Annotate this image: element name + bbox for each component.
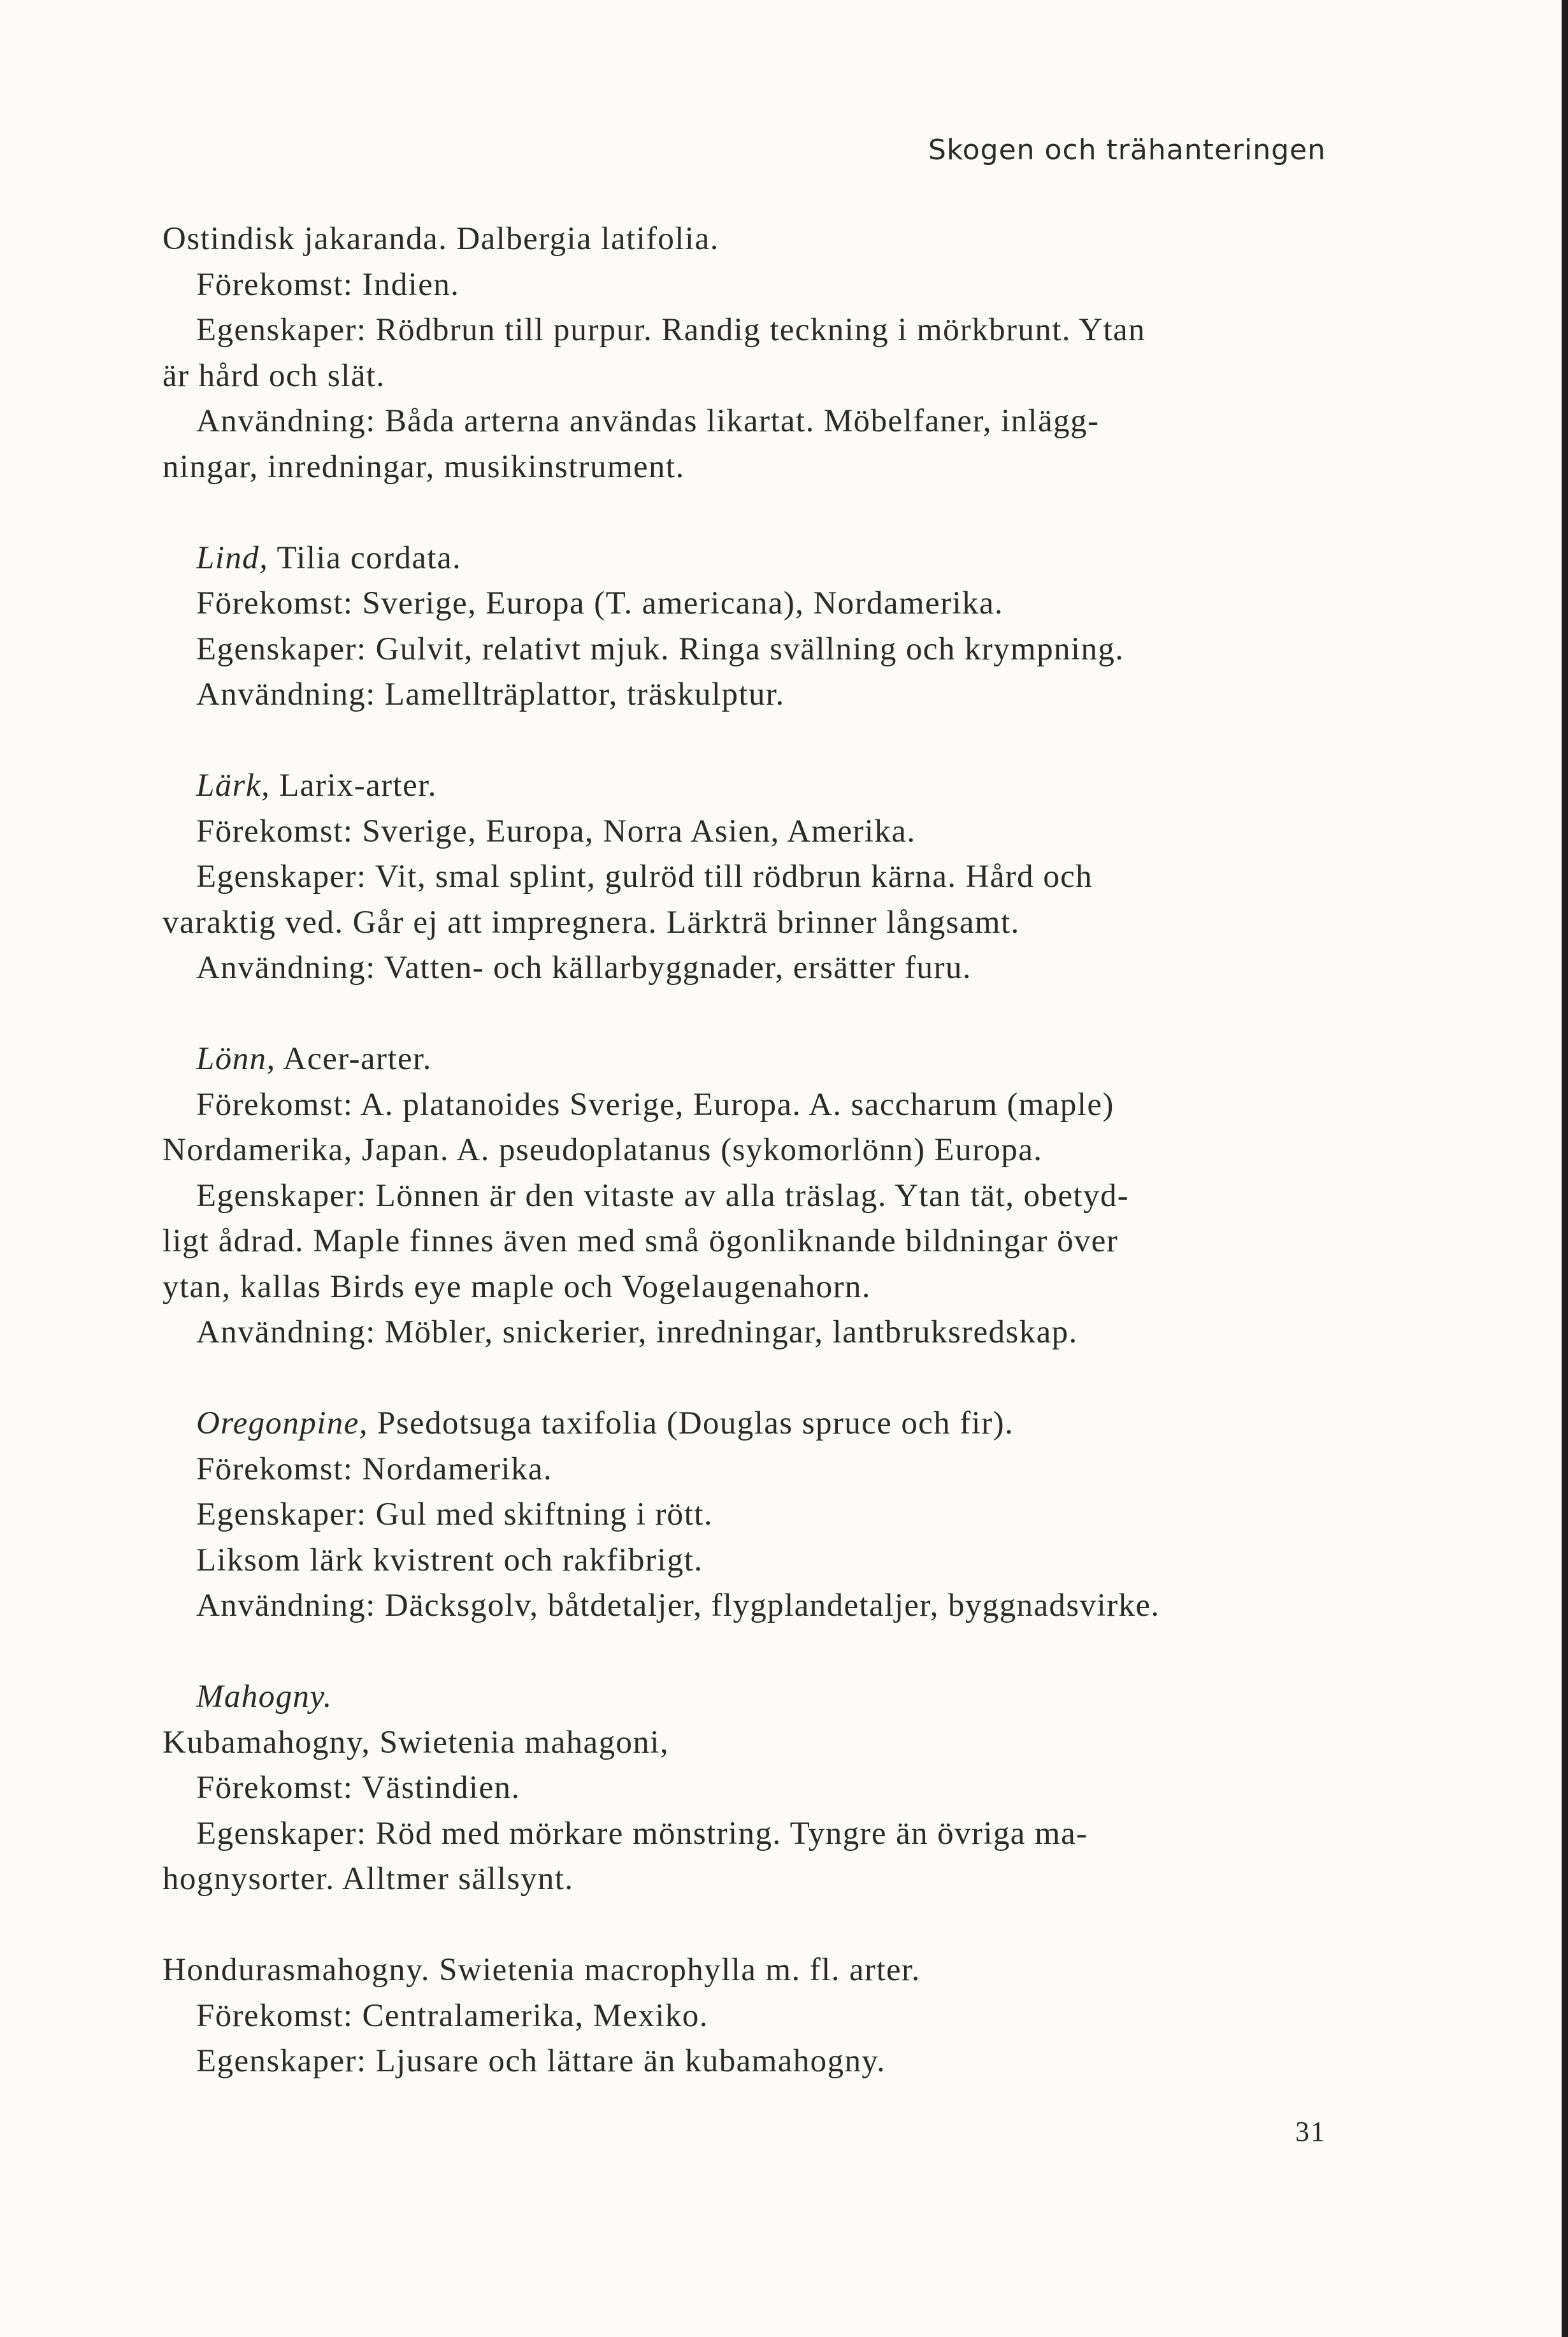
entry-oregonpine-occurrence: Förekomst: Nordamerika. — [196, 1451, 553, 1487]
entry-lind-name: Lind, — [196, 540, 269, 576]
entry-kubamahogny-title: Kubamahogny, Swietenia mahagoni, — [162, 1724, 669, 1760]
running-head: Skogen och trähanteringen — [928, 134, 1326, 166]
entry-oregonpine-title — [162, 1401, 1341, 1447]
paragraph-gap — [162, 718, 1341, 764]
entry-hondurasmahogny-title: Hondurasmahogny. Swietenia macrophylla m. fl. arter. — [162, 1952, 921, 1988]
entry-lind-title — [162, 536, 1341, 582]
entry-jakaranda-usage: Användning: Båda arterna användas likartat. Möbelfaner, inlägg- — [196, 403, 1100, 439]
entry-jakaranda-properties: Egenskaper: Rödbrun till purpur. Randig teckning i mörkbrunt. Ytan — [196, 312, 1146, 348]
page-edge — [1562, 0, 1568, 2337]
entry-lind-occurrence: Förekomst: Sverige, Europa (T. americana), Nordamerika. — [196, 586, 1004, 621]
paragraph-gap — [162, 991, 1341, 1037]
entry-oregonpine-latin: Psedotsuga taxifolia (Douglas spruce och fir). — [368, 1406, 1014, 1441]
entry-kubamahogny-occurrence: Förekomst: Västindien. — [196, 1770, 521, 1806]
entry-oregonpine-usage: Användning: Däcksgolv, båtdetaljer, flygplandetaljer, byggnadsvirke. — [196, 1588, 1160, 1623]
text-body — [162, 217, 1341, 2085]
entry-kubamahogny-properties-cont: hognysorter. Alltmer sällsynt. — [162, 1861, 574, 1897]
entry-lark-occurrence: Förekomst: Sverige, Europa, Norra Asien, Amerika. — [196, 813, 916, 849]
paragraph-gap — [162, 490, 1341, 536]
entry-lark-properties-cont: varaktig ved. Går ej att impregnera. Lärkträ brinner långsamt. — [162, 904, 1020, 940]
entry-oregonpine-properties: Egenskaper: Gul med skiftning i rött. — [196, 1497, 713, 1532]
entry-lonn-properties: Egenskaper: Lönnen är den vitaste av alla träslag. Ytan tät, obetyd- — [196, 1177, 1130, 1214]
page-number: 31 — [1295, 2116, 1326, 2147]
entry-lonn-title — [162, 1037, 1341, 1082]
entry-lonn-properties-cont: ligt ådrad. Maple finnes även med små ögonliknande bildningar över — [162, 1223, 1119, 1259]
entry-lark-title — [162, 763, 1341, 809]
paragraph-gap — [162, 1902, 1341, 1948]
entry-lark-latin: Larix-arter. — [270, 768, 437, 803]
entry-oregonpine-name: Oregonpine, — [196, 1406, 368, 1441]
entry-lind-usage: Användning: Lamellträplattor, träskulptur. — [196, 677, 785, 712]
entry-lark-properties: Egenskaper: Vit, smal splint, gulröd till rödbrun kärna. Hård och — [196, 859, 1093, 895]
entry-mahogny-name: Mahogny. — [196, 1679, 333, 1715]
entry-lonn-usage: Användning: Möbler, snickerier, inredningar, lantbruksredskap. — [196, 1314, 1078, 1350]
entry-lark-usage: Användning: Vatten- och källarbyggnader, ersätter furu. — [196, 950, 972, 986]
entry-jakaranda-title: Ostindisk jakaranda. Dalbergia latifolia. — [162, 221, 719, 257]
entry-lonn-occurrence-cont: Nordamerika, Japan. A. pseudoplatanus (sykomorlönn) Europa. — [162, 1132, 1043, 1168]
entry-hondurasmahogny-occurrence: Förekomst: Centralamerika, Mexiko. — [196, 1997, 708, 2034]
entry-oregonpine-properties-cont: Liksom lärk kvistrent och rakfibrigt. — [196, 1542, 703, 1578]
entry-lind-properties: Egenskaper: Gulvit, relativt mjuk. Ringa svällning och krympning. — [196, 631, 1125, 667]
entry-jakaranda-usage-cont: ningar, inredningar, musikinstrument. — [162, 449, 685, 485]
entry-jakaranda-occurrence: Förekomst: Indien. — [196, 266, 460, 303]
paragraph-gap — [162, 1629, 1341, 1675]
entry-lark-name: Lärk, — [196, 768, 271, 803]
entry-kubamahogny-properties: Egenskaper: Röd med mörkare mönstring. Tyngre än övriga ma- — [196, 1815, 1088, 1852]
paragraph-gap — [162, 1356, 1341, 1402]
entry-lonn-properties-cont2: ytan, kallas Birds eye maple och Vogelaugenahorn. — [162, 1269, 871, 1305]
entry-lind-latin: Tilia cordata. — [268, 540, 462, 576]
entry-lonn-latin: Acer-arter. — [275, 1041, 432, 1077]
entry-jakaranda-properties-cont: är hård och slät. — [162, 357, 385, 394]
entry-mahogny-title — [162, 1674, 1341, 1720]
entry-hondurasmahogny-properties: Egenskaper: Ljusare och lättare än kubamahogny. — [196, 2043, 886, 2079]
entry-lonn-name: Lönn, — [196, 1041, 276, 1077]
entry-lonn-occurrence: Förekomst: A. platanoides Sverige, Europa. A. saccharum (maple) — [196, 1086, 1114, 1123]
